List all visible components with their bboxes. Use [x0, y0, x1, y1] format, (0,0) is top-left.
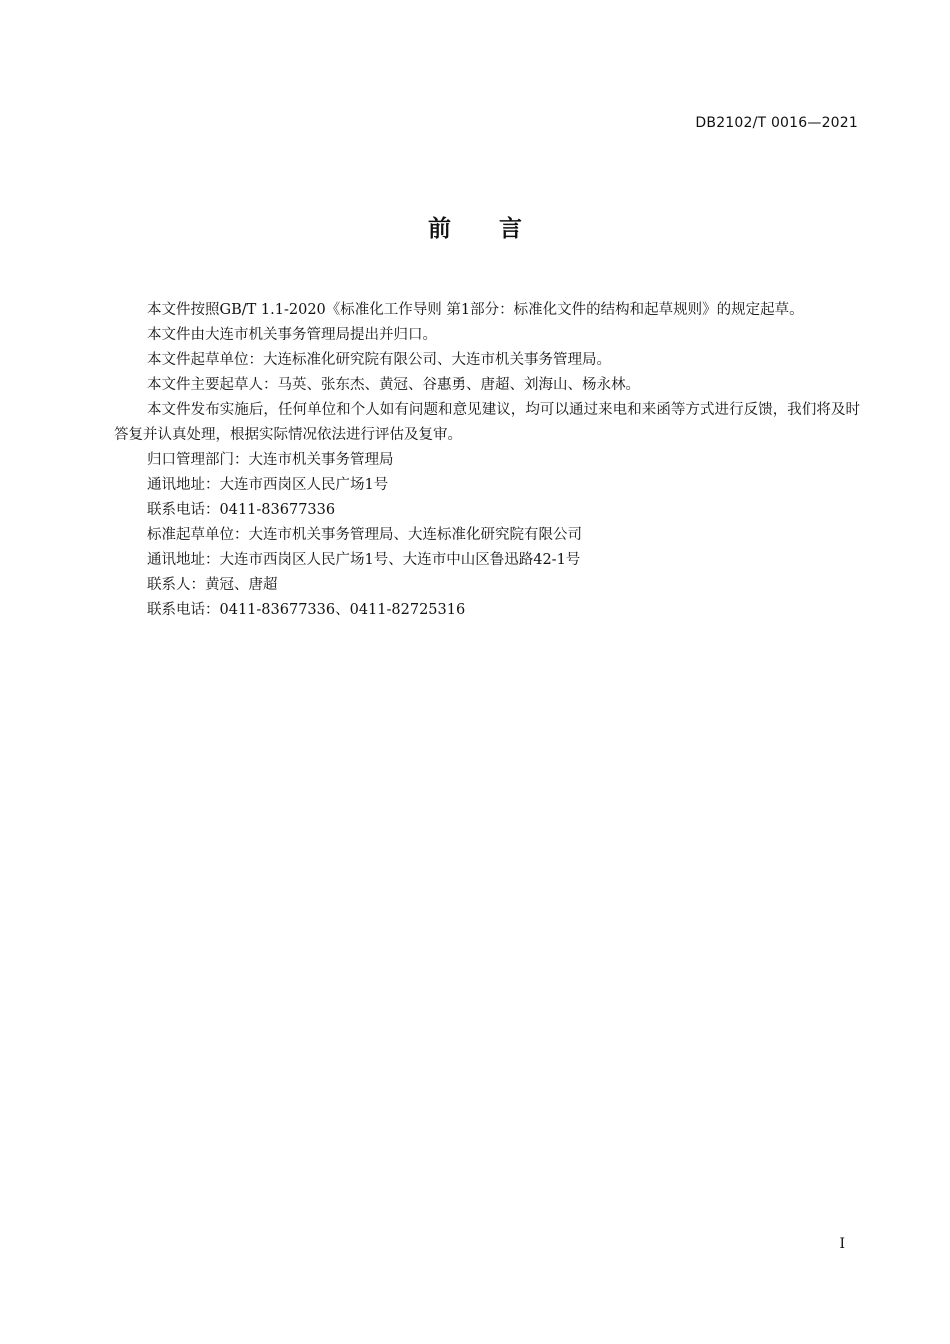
paragraph-standard-drafting-units: 标准起草单位：大连市机关事务管理局、大连标准化研究院有限公司 — [147, 527, 582, 543]
paragraph-managing-dept: 归口管理部门：大连市机关事务管理局 — [147, 452, 394, 468]
paragraph-phone-2: 联系电话：0411-83677336、0411-82725316 — [147, 602, 466, 618]
paragraph-phone: 联系电话：0411-83677336 — [147, 502, 336, 518]
paragraph-feedback: 本文件发布实施后，任何单位和个人如有问题和意见建议，均可以通过来电和来函等方式进行反馈，我们将及时答复并认真处理，根据实际情况依法进行评估及复审。 — [114, 402, 860, 443]
paragraph-drafting-rules: 本文件按照GB/T 1.1-2020《标准化工作导则 第1部分：标准化文件的结构和起草规则》的规定起草。 — [147, 302, 804, 318]
paragraph-contacts: 联系人：黄冠、唐超 — [147, 577, 278, 593]
paragraph-drafting-units: 本文件起草单位：大连标准化研究院有限公司、大连市机关事务管理局。 — [147, 352, 611, 368]
paragraph-address-2: 通讯地址：大连市西岗区人民广场1号、大连市中山区鲁迅路42-1号 — [147, 552, 581, 568]
page-number: I — [839, 1236, 845, 1252]
paragraph-drafters: 本文件主要起草人：马英、张东杰、黄冠、谷惠勇、唐超、刘海山、杨永林。 — [147, 377, 640, 393]
paragraph-proposer: 本文件由大连市机关事务管理局提出并归口。 — [147, 327, 437, 343]
page-title: 前 言 — [427, 216, 542, 242]
foreword-body — [114, 298, 860, 623]
paragraph-address: 通讯地址：大连市西岗区人民广场1号 — [147, 477, 389, 493]
document-code: DB2102/T 0016—2021 — [695, 115, 858, 131]
